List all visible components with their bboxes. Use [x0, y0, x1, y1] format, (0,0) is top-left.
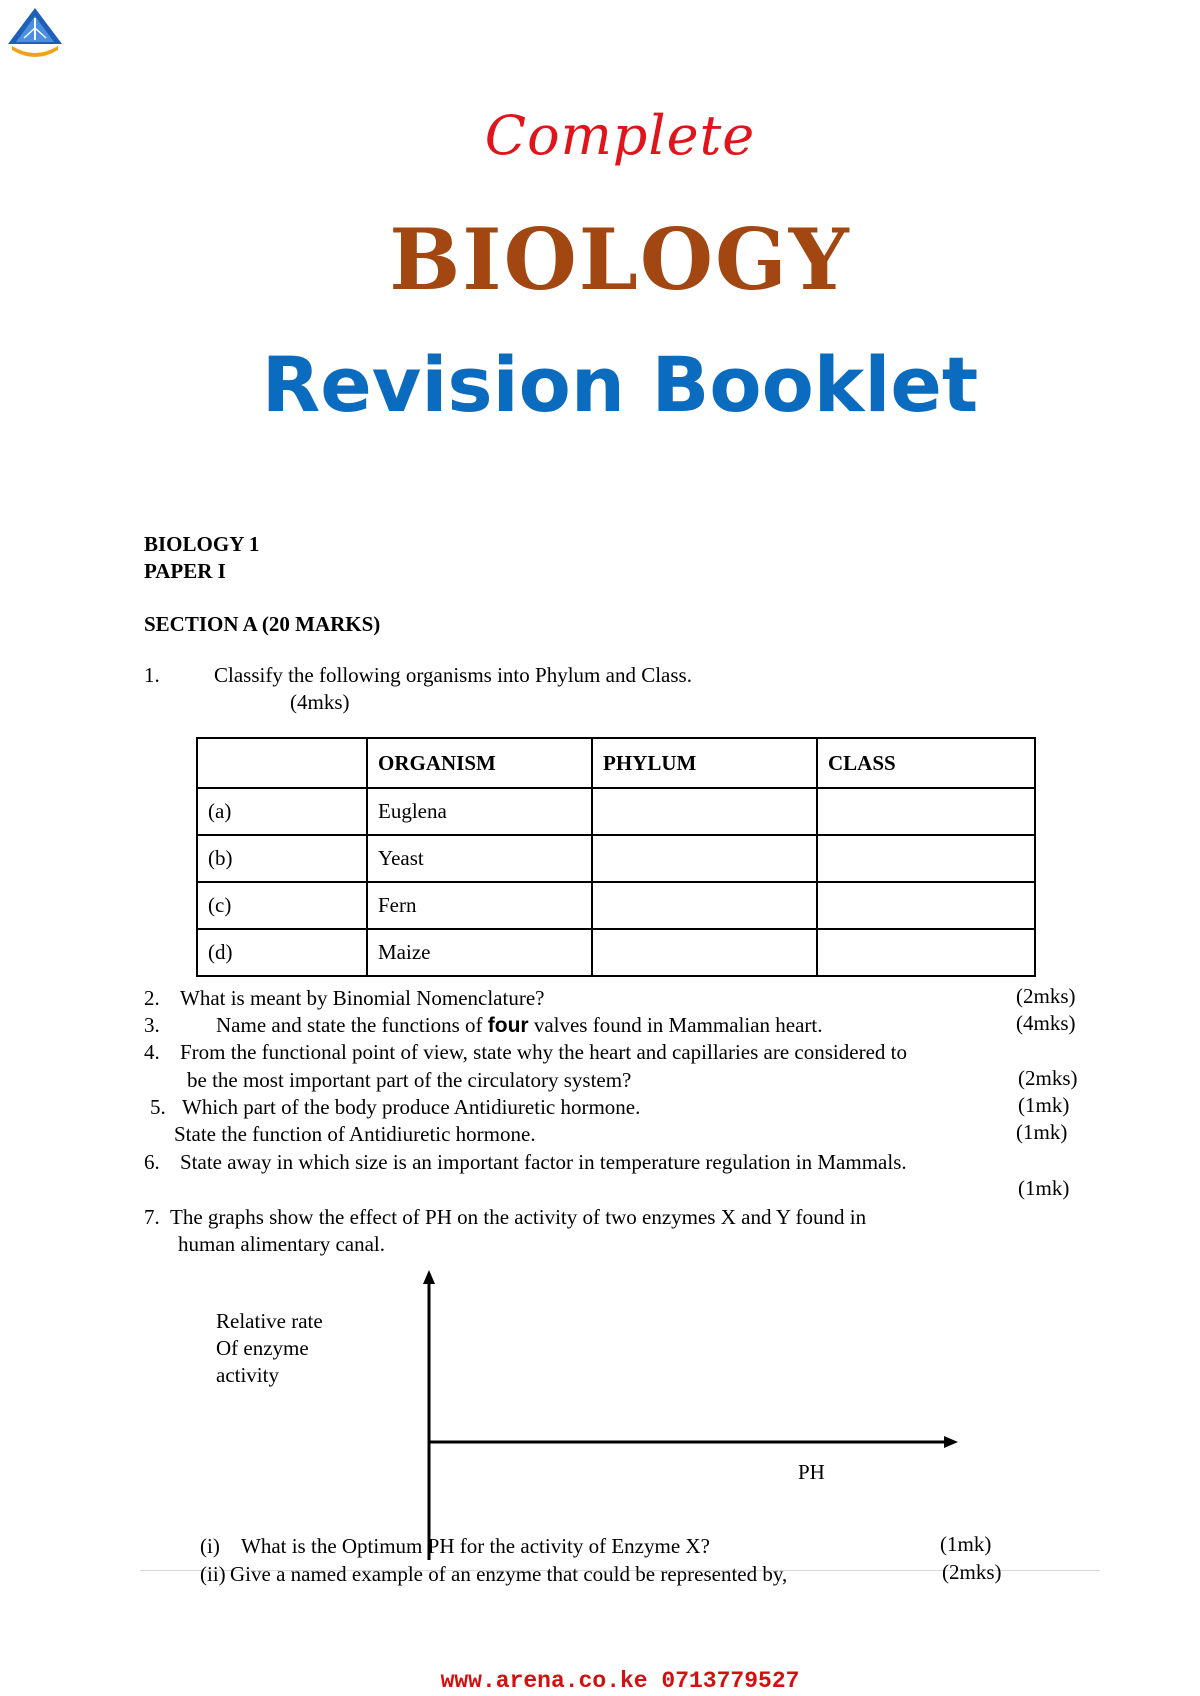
table-header: CLASS: [817, 738, 1035, 788]
q2-marks: (2mks): [1016, 984, 1076, 1008]
q7-line2: human alimentary canal.: [178, 1232, 385, 1256]
table-header: [197, 738, 367, 788]
q6-number: 6.: [144, 1150, 160, 1174]
table-cell: [817, 835, 1035, 882]
q5-marks2: (1mk): [1016, 1120, 1068, 1144]
classification-table: [196, 737, 1036, 977]
q2-number: 2.: [144, 986, 160, 1010]
table-cell: [592, 835, 817, 882]
table-cell: Maize: [367, 929, 592, 976]
table-cell: [592, 788, 817, 835]
q7-sub-i-label: (i): [200, 1534, 220, 1558]
graph-xlabel: PH: [798, 1460, 825, 1484]
paper-title: BIOLOGY 1: [144, 532, 260, 556]
table-row: [197, 929, 1035, 976]
title-revision-booklet: Revision Booklet: [261, 340, 979, 429]
arena-logo-icon: [4, 4, 66, 60]
q3-marks: (4mks): [1016, 1011, 1076, 1035]
table-header: PHYLUM: [592, 738, 817, 788]
paper-number: PAPER I: [144, 559, 226, 583]
q4-line1: From the functional point of view, state why the heart and capillaries are considered to: [180, 1040, 907, 1064]
q6-marks: (1mk): [1018, 1176, 1070, 1200]
table-cell: (c): [197, 882, 367, 929]
q5-number: 5.: [150, 1095, 166, 1119]
q6-text: State away in which size is an important factor in temperature regulation in Mammals.: [180, 1150, 907, 1174]
q4-marks: (2mks): [1018, 1066, 1078, 1090]
table-cell: Yeast: [367, 835, 592, 882]
graph-y-axis-arrow: [423, 1270, 435, 1284]
table-cell: [817, 929, 1035, 976]
enzyme-ph-graph-axes: [380, 1270, 960, 1560]
q7-line1: The graphs show the effect of PH on the activity of two enzymes X and Y found in: [170, 1205, 867, 1229]
q3-text-before: Name and state the functions of: [216, 1013, 488, 1037]
q7-sub-ii-marks: (2mks): [942, 1560, 1002, 1584]
q1-marks: (4mks): [290, 690, 350, 714]
title-complete: Complete: [484, 104, 756, 167]
q4-line2: be the most important part of the circulatory system?: [187, 1068, 632, 1092]
q7-sub-ii-text: Give a named example of an enzyme that could be represented by,: [230, 1562, 788, 1586]
q3-number: 3.: [144, 1013, 160, 1037]
graph-ylabel-line2: Of enzyme: [216, 1336, 309, 1360]
table-cell: [817, 788, 1035, 835]
q4-number: 4.: [144, 1040, 160, 1064]
section-heading: SECTION A (20 MARKS): [144, 612, 381, 636]
q7-number: 7.: [144, 1205, 160, 1229]
q3-text: [216, 1011, 823, 1040]
q2-text: What is meant by Binomial Nomenclature?: [180, 986, 545, 1010]
table-cell: (b): [197, 835, 367, 882]
q7-sub-i-text: What is the Optimum PH for the activity of Enzyme X?: [241, 1534, 710, 1558]
graph-x-axis-arrow: [944, 1436, 958, 1448]
table-row: [197, 835, 1035, 882]
table-cell: [817, 882, 1035, 929]
q3-text-after: valves found in Mammalian heart.: [528, 1013, 823, 1037]
q5-marks1: (1mk): [1018, 1093, 1070, 1117]
table-header: ORGANISM: [367, 738, 592, 788]
footer-contact: www.arena.co.ke 0713779527: [440, 1668, 800, 1694]
q1-number: 1.: [144, 663, 160, 687]
graph-ylabel-line1: Relative rate: [216, 1309, 323, 1333]
q7-sub-i-marks: (1mk): [940, 1532, 992, 1556]
table-cell: Euglena: [367, 788, 592, 835]
table-row: [197, 788, 1035, 835]
table-header-row: [197, 738, 1035, 788]
table-cell: [592, 882, 817, 929]
graph-ylabel-line3: activity: [216, 1363, 279, 1387]
q5-line2: State the function of Antidiuretic hormone.: [174, 1122, 536, 1146]
q3-text-bold: four: [487, 1014, 529, 1037]
table-cell: (d): [197, 929, 367, 976]
q1-text: Classify the following organisms into Phylum and Class.: [214, 663, 692, 687]
q7-sub-ii-label: (ii): [200, 1562, 226, 1586]
title-biology: BIOLOGY: [389, 210, 851, 309]
table-row: [197, 882, 1035, 929]
q5-line1: Which part of the body produce Antidiuretic hormone.: [182, 1095, 641, 1119]
table-cell: (a): [197, 788, 367, 835]
table-cell: Fern: [367, 882, 592, 929]
table-cell: [592, 929, 817, 976]
